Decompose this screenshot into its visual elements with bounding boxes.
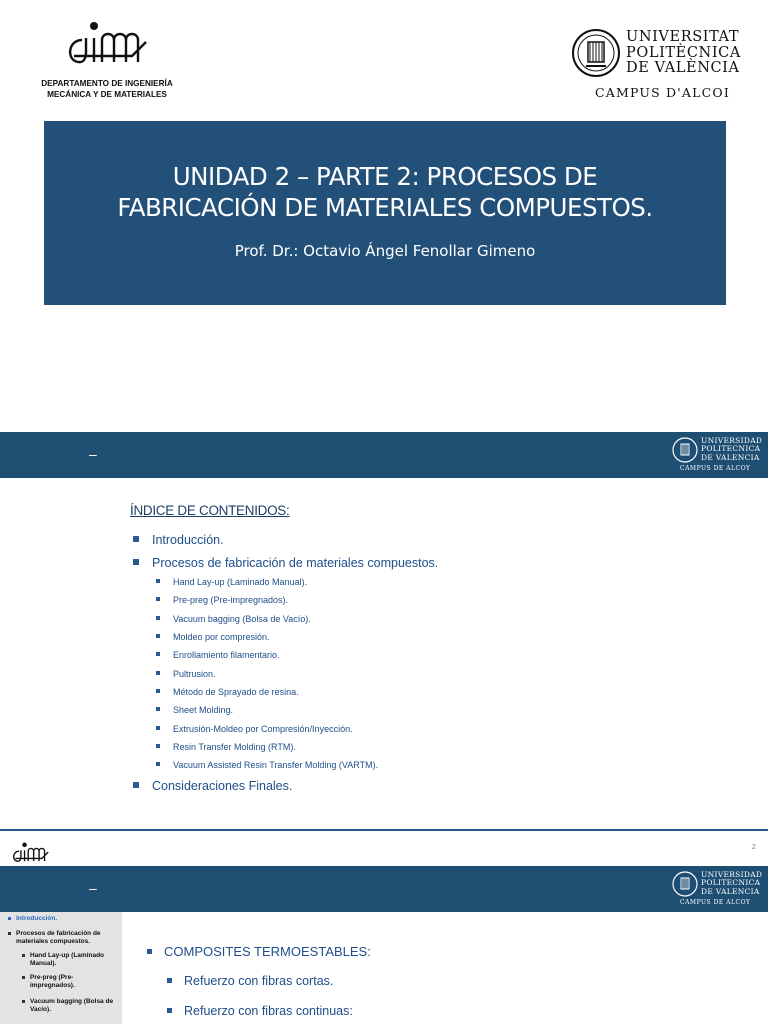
section-sidebar [0,912,122,1024]
bullet-icon [22,954,25,957]
toc-subitem: Moldeo por compresión. [156,632,270,642]
bullet-icon [156,689,160,693]
bullet-icon [156,744,160,748]
header-dash: – [89,880,97,896]
bullet-icon [156,726,160,730]
title-box [44,121,726,305]
upv-name: UNIVERSITAT POLITÈCNICA DE VALÈNCIA [626,29,741,76]
bullet-icon [156,616,160,620]
toc-subitem: Sheet Molding. [156,705,233,715]
bullet-icon [156,671,160,675]
bullet-icon [156,579,160,583]
upv-seal-icon [672,871,698,897]
toc-subitem: Resin Transfer Molding (RTM). [156,742,296,752]
upv-name: UNIVERSIDAD POLITECNICA DE VALENCIA [701,870,763,896]
bullet-icon [156,634,160,638]
bullet-icon [133,782,139,788]
header-band [0,432,768,478]
toc-subitem: Hand Lay-up (Laminado Manual). [156,577,307,587]
sidebar-item-procesos[interactable]: Procesos de fabricación de materiales compuestos. [16,930,116,946]
toc-subitem: Enrollamiento filamentario. [156,650,280,660]
sidebar-item-vacuum-bagging[interactable]: Vacuum bagging (Bolsa de Vacío). [30,998,120,1014]
bullet-icon [147,949,152,954]
slide-title: UNIDAD 2 – PARTE 2: PROCESOS DE FABRICACIÓN DE MATERIALES COMPUESTOS. [117,162,653,222]
bullet-icon [156,707,160,711]
sidebar-item-prepreg[interactable]: Pre-preg (Pre-impregnados). [30,974,114,990]
sidebar-item-introduccion[interactable]: Introducción. [16,915,116,923]
toc-title: ÍNDICE DE CONTENIDOS: [130,503,290,518]
title-slide [0,0,768,420]
bullet-icon [133,559,139,565]
dim-logo-icon [10,841,50,865]
bullet-icon [156,652,160,656]
bullet-icon [167,978,172,983]
toc-subitem: Método de Sprayado de resina. [156,687,299,697]
campus-label: CAMPUS DE ALCOY [680,465,751,472]
bullet-icon [22,1000,25,1003]
toc-subitem: Vacuum bagging (Bolsa de Vacío). [156,614,311,624]
page-number: 2 [752,844,756,851]
header-dash: – [89,446,97,462]
bullet-icon [133,536,139,542]
upv-seal-icon [672,437,698,463]
content-subbullet: Refuerzo con fibras cortas. [167,974,333,988]
upv-seal-icon [571,28,621,78]
sidebar-item-hand-layup[interactable]: Hand Lay-up (Laminado Manual). [30,952,114,968]
author-name: Prof. Dr.: Octavio Ángel Fenollar Gimeno [234,242,536,260]
toc-subitem: Pultrusion. [156,669,216,679]
toc-subitem: Pre-preg (Pre-impregnados). [156,595,288,605]
toc-item: Consideraciones Finales. [133,779,292,793]
bullet-icon [167,1008,172,1013]
bullet-icon [156,597,160,601]
content-bullet: COMPOSITES TERMOESTABLES: [147,944,371,959]
department-name: DEPARTAMENTO DE INGENIERÍA MECÁNICA Y DE MATERIALES [41,79,173,99]
bullet-icon [156,762,160,766]
content-subbullet: Refuerzo con fibras continuas: [167,1004,353,1018]
toc-slide [0,432,768,830]
content-slide [0,832,768,1024]
bullet-icon [22,976,25,979]
toc-item: Procesos de fabricación de materiales compuestos. [133,556,438,570]
slide-divider [0,829,768,831]
bullet-icon [8,932,11,935]
toc-item: Introducción. [133,533,224,547]
bullet-icon [8,917,11,920]
campus-label: CAMPUS DE ALCOY [680,899,751,906]
dim-logo-icon [62,18,150,70]
upv-name: UNIVERSIDAD POLITECNICA DE VALENCIA [701,436,763,462]
header-band [0,866,768,912]
campus-label: CAMPUS D'ALCOI [595,85,730,100]
toc-subitem: Extrusión-Moldeo por Compresión/Inyección. [156,724,353,734]
toc-subitem: Vacuum Assisted Resin Transfer Molding (VARTM). [156,760,378,770]
